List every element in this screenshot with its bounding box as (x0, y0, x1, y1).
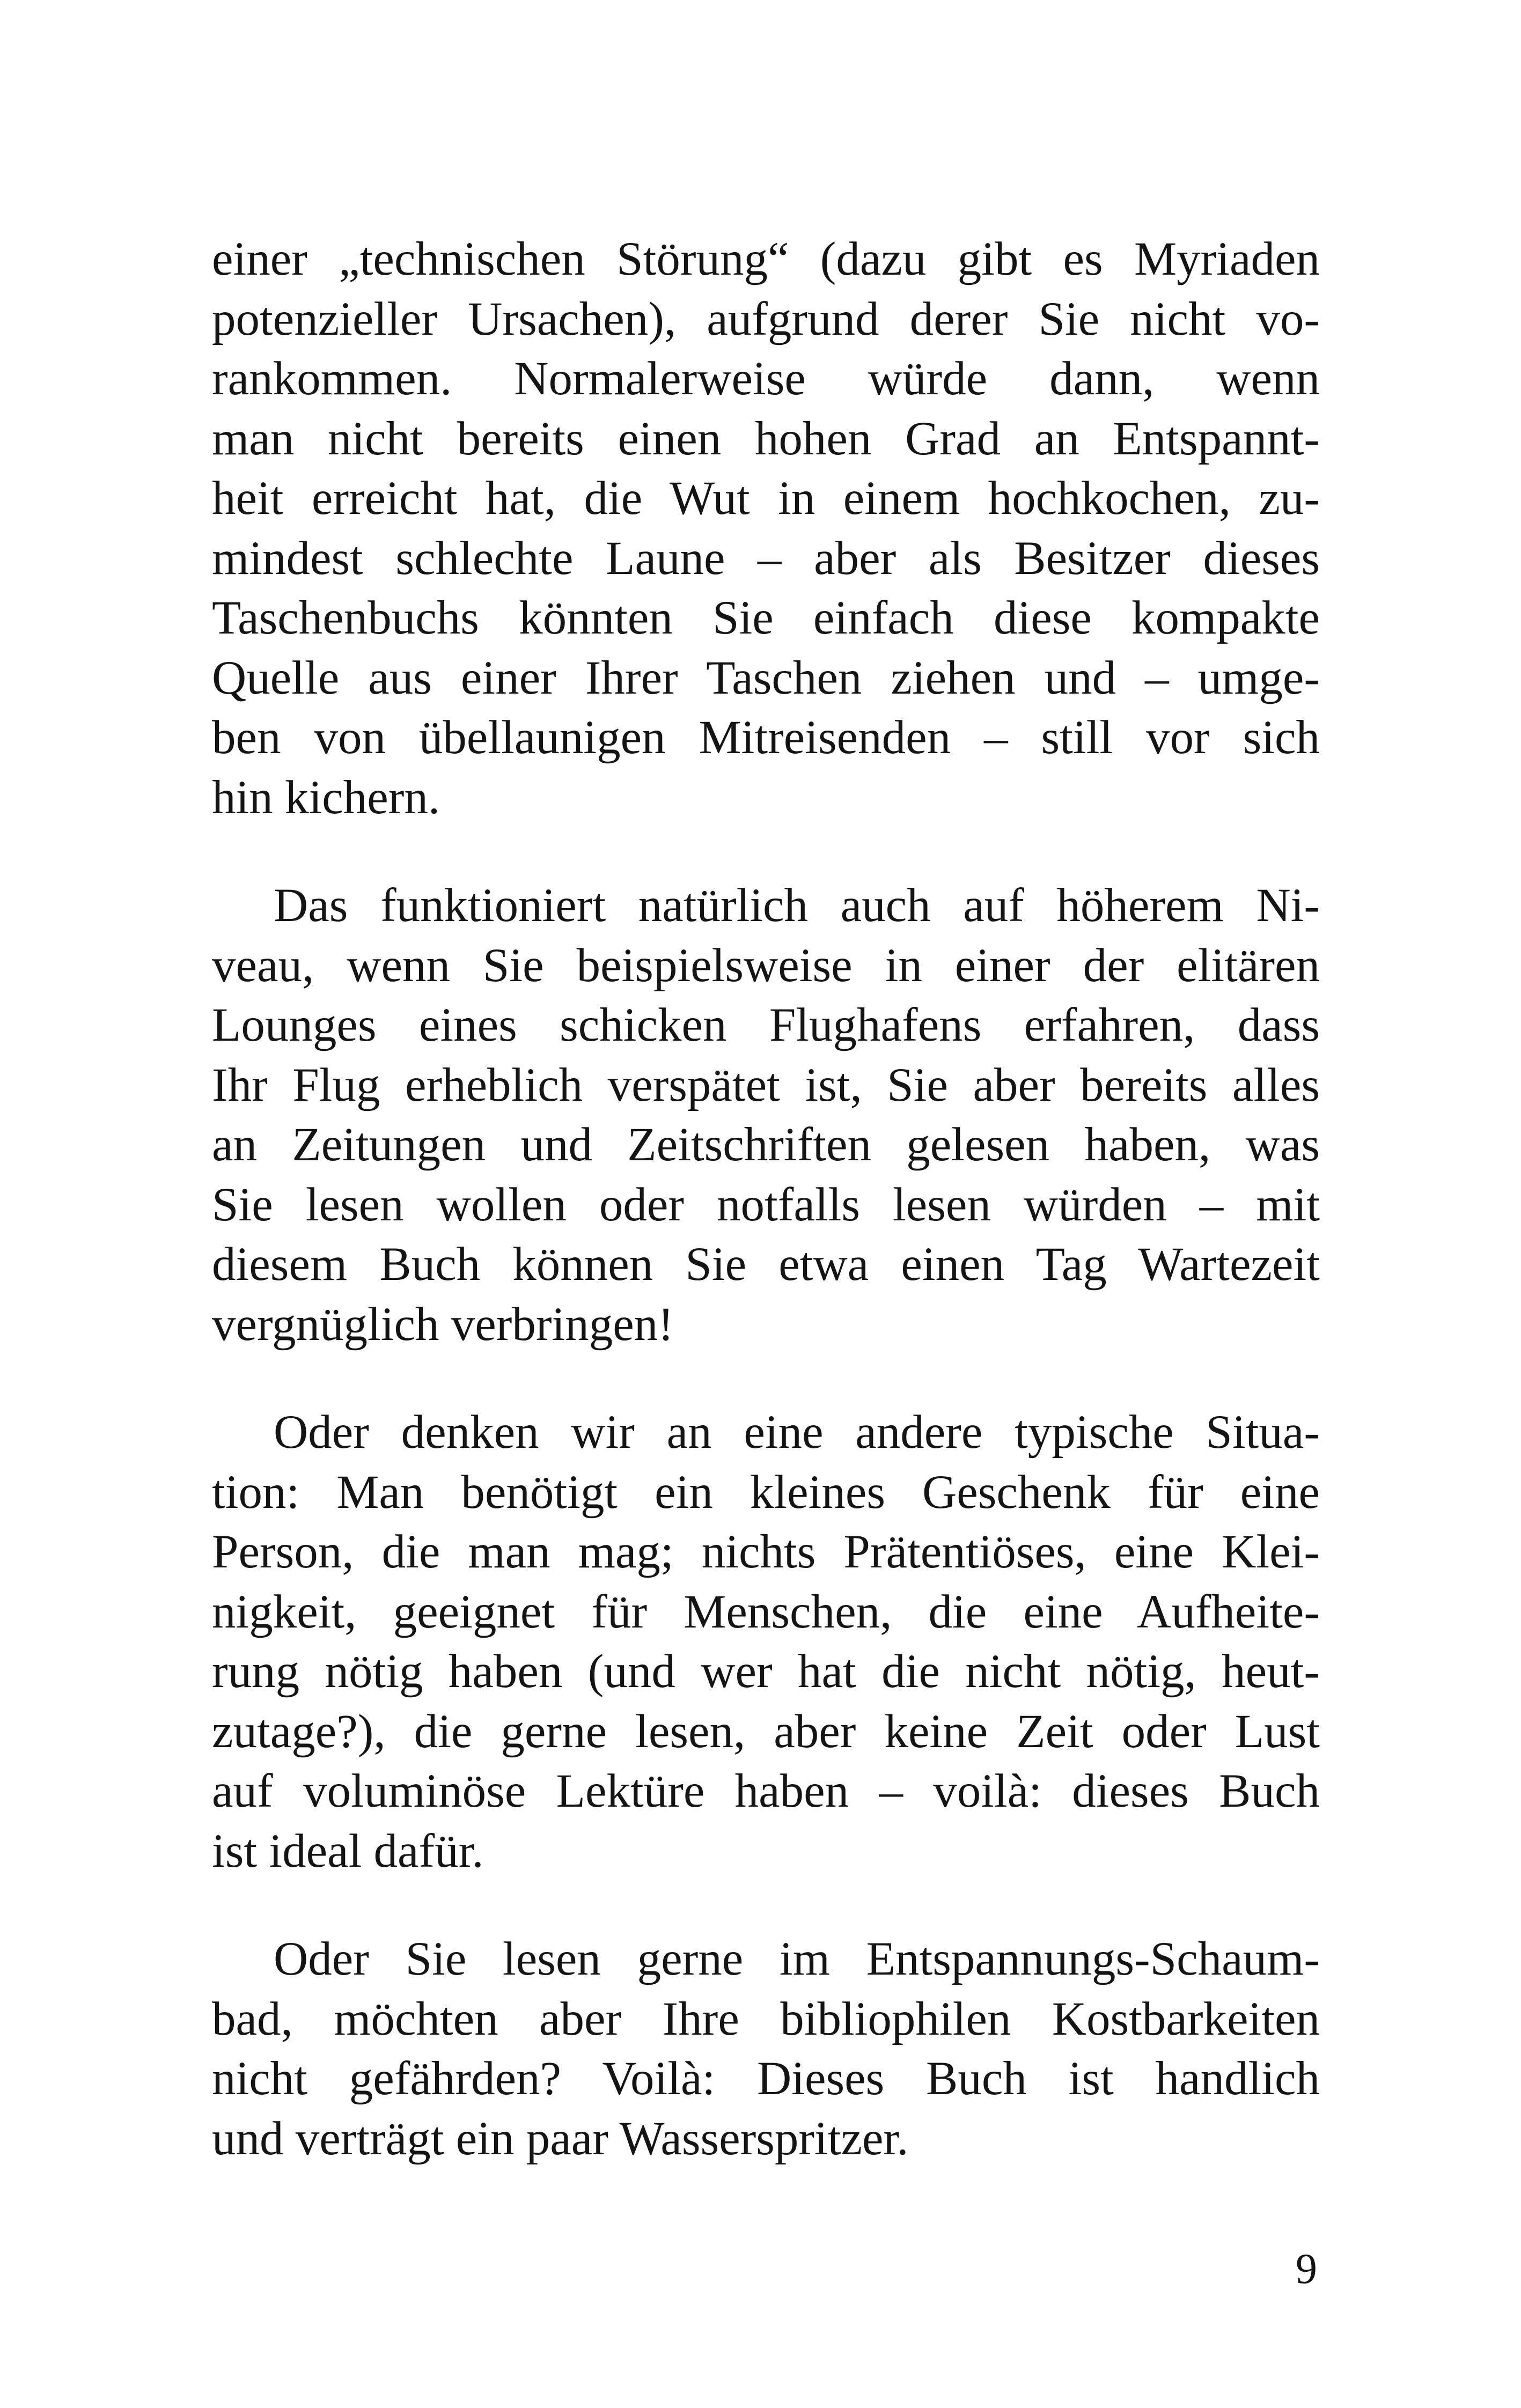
text-line: einer „technischen Störung“ (dazu gibt es Myriaden (212, 233, 1320, 285)
text-line: Quelle aus einer Ihrer Taschen ziehen und – umge- (212, 651, 1320, 704)
text-line: vergnüglich verbringen! (212, 1298, 674, 1351)
text-line: nicht gefährden? Voilà: Dieses Buch ist handlich (212, 2052, 1320, 2105)
page-number: 9 (1296, 2245, 1317, 2293)
text-line: rankommen. Normalerweise würde dann, wenn (212, 352, 1320, 405)
text-line: diesem Buch können Sie etwa einen Tag Wartezeit (212, 1238, 1320, 1291)
paragraph (212, 230, 1320, 828)
text-line: man nicht bereits einen hohen Grad an Entspannt- (212, 412, 1320, 465)
text-line: Lounges eines schicken Flughafens erfahren, dass (212, 999, 1320, 1051)
text-line: auf voluminöse Lektüre haben – voilà: dieses Buch (212, 1765, 1320, 1817)
text-line: veau, wenn Sie beispielsweise in einer der elitären (212, 939, 1320, 992)
text-line: Oder denken wir an eine andere typische Situa- (274, 1406, 1320, 1459)
text-line: potenzieller Ursachen), aufgrund derer Sie nicht vo- (212, 292, 1320, 345)
text-line: rung nötig haben (und wer hat die nicht nötig, heut- (212, 1645, 1320, 1698)
body-text (212, 230, 1320, 2217)
text-line: ist ideal dafür. (212, 1824, 484, 1877)
text-line: Das funktioniert natürlich auch auf höherem Ni- (274, 879, 1320, 932)
paragraph (212, 876, 1320, 1354)
text-line: Ihr Flug erheblich verspätet ist, Sie aber bereits alles (212, 1058, 1320, 1111)
text-line: zutage?), die gerne lesen, aber keine Zeit oder Lust (212, 1705, 1320, 1758)
text-line: tion: Man benötigt ein kleines Geschenk für eine (212, 1466, 1320, 1519)
text-line: bad, möchten aber Ihre bibliophilen Kostbarkeiten (212, 1992, 1320, 2045)
text-line: ben von übellaunigen Mitreisenden – still vor sich (212, 711, 1320, 764)
paragraph (212, 1930, 1320, 2169)
text-line: heit erreicht hat, die Wut in einem hochkochen, zu- (212, 472, 1320, 525)
text-line: nigkeit, geeignet für Menschen, die eine Aufheite- (212, 1585, 1320, 1638)
paragraph (212, 1403, 1320, 1881)
text-line: Oder Sie lesen gerne im Entspannungs-Schaum- (274, 1933, 1320, 1985)
text-line: und verträgt ein paar Wasserspritzer. (212, 2112, 909, 2165)
text-line: mindest schlechte Laune – aber als Besitzer dieses (212, 532, 1320, 585)
text-line: Person, die man mag; nichts Prätentiöses, eine Klei- (212, 1526, 1320, 1578)
text-line: Taschenbuchs könnten Sie einfach diese kompakte (212, 592, 1320, 644)
text-line: an Zeitungen und Zeitschriften gelesen haben, was (212, 1118, 1320, 1171)
text-line: hin kichern. (212, 771, 440, 824)
text-line: Sie lesen wollen oder notfalls lesen würden – mit (212, 1178, 1320, 1231)
